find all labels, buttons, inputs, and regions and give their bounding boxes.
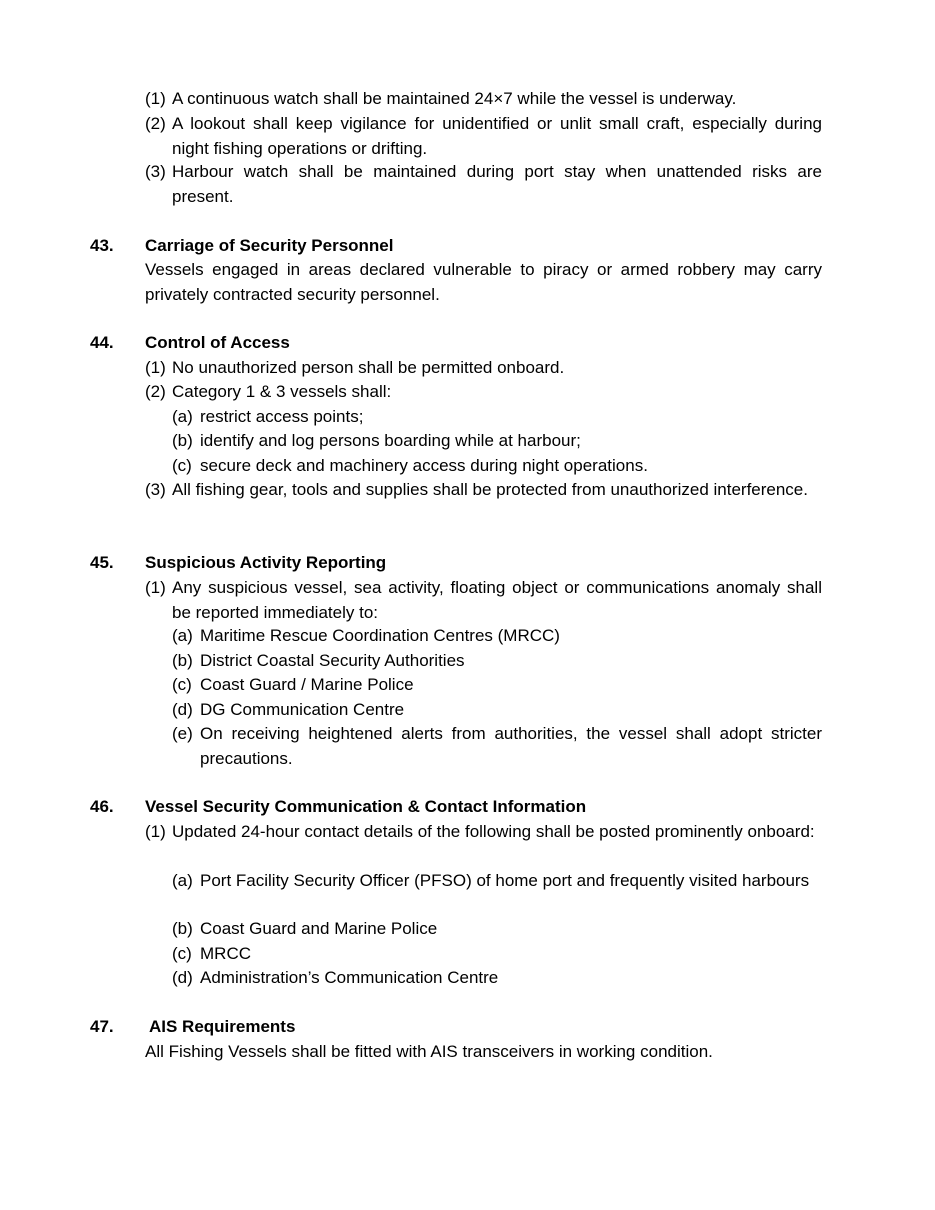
item-text: A lookout shall keep vigilance for unidentified or unlit small craft, especially during night fishing operations or drifting. xyxy=(172,114,822,158)
item-text: Administration’s Communication Centre xyxy=(200,968,499,987)
item-label: (1) xyxy=(145,578,166,597)
section-body: Vessels engaged in areas declared vulnerable to piracy or armed robbery may carry privately contracted security personnel. xyxy=(145,260,822,304)
section-title: Suspicious Activity Reporting xyxy=(145,553,387,572)
item-label: (c) xyxy=(172,675,192,694)
item-label: (1) xyxy=(145,89,166,108)
list-item xyxy=(145,576,822,625)
list-item xyxy=(145,478,822,503)
section-number: 45. xyxy=(90,553,114,572)
item-text: No unauthorized person shall be permitted onboard. xyxy=(172,358,565,377)
item-text: Category 1 & 3 vessels shall: xyxy=(172,382,392,401)
item-text: DG Communication Centre xyxy=(200,700,405,719)
item-label: (a) xyxy=(172,871,193,890)
item-label: (b) xyxy=(172,431,193,450)
section-number: 47. xyxy=(90,1017,114,1036)
item-text: secure deck and machinery access during night operations. xyxy=(200,456,648,475)
item-label: (a) xyxy=(172,407,193,426)
item-text: Maritime Rescue Coordination Centres (MRCC) xyxy=(200,626,560,645)
list-item xyxy=(145,112,822,161)
item-text: MRCC xyxy=(200,944,251,963)
item-text: Coast Guard / Marine Police xyxy=(200,675,414,694)
list-item xyxy=(145,820,822,845)
item-label: (1) xyxy=(145,358,166,377)
section-number: 44. xyxy=(90,333,114,352)
sub-list-item xyxy=(172,942,822,967)
item-text: Coast Guard and Marine Police xyxy=(200,919,438,938)
item-label: (d) xyxy=(172,700,193,719)
sub-list-item xyxy=(172,722,822,771)
item-text: District Coastal Security Authorities xyxy=(200,651,465,670)
list-item xyxy=(145,87,822,112)
item-label: (c) xyxy=(172,456,192,475)
item-label: (b) xyxy=(172,919,193,938)
item-text: Port Facility Security Officer (PFSO) of home port and frequently visited harbours xyxy=(200,871,810,890)
item-label: (2) xyxy=(145,382,166,401)
item-label: (b) xyxy=(172,651,193,670)
sub-list-item xyxy=(172,917,822,942)
sub-list-item xyxy=(172,649,822,674)
item-label: (3) xyxy=(145,162,166,181)
item-text: Any suspicious vessel, sea activity, floating object or communications anomaly shall be reported immediately to: xyxy=(172,578,822,622)
item-label: (1) xyxy=(145,822,166,841)
sub-list-item xyxy=(172,966,822,991)
section-title: Carriage of Security Personnel xyxy=(145,236,394,255)
sub-list-item xyxy=(172,673,822,698)
item-label: (3) xyxy=(145,480,166,499)
item-label: (2) xyxy=(145,114,166,133)
section-number: 46. xyxy=(90,797,114,816)
section-body: All Fishing Vessels shall be fitted with AIS transceivers in working condition. xyxy=(145,1042,713,1061)
sub-list-item xyxy=(172,454,822,479)
item-text: On receiving heightened alerts from authorities, the vessel shall adopt stricter precautions. xyxy=(200,724,822,768)
item-text: A continuous watch shall be maintained 24×7 while the vessel is underway. xyxy=(172,89,737,108)
section-title: AIS Requirements xyxy=(149,1017,296,1036)
list-item xyxy=(145,160,822,209)
sub-list-item xyxy=(172,698,822,723)
item-text: All fishing gear, tools and supplies shall be protected from unauthorized interference. xyxy=(172,480,808,499)
item-text: Harbour watch shall be maintained during port stay when unattended risks are present. xyxy=(172,162,822,206)
item-text: restrict access points; xyxy=(200,407,364,426)
sub-list-item xyxy=(172,869,822,894)
item-text: Updated 24-hour contact details of the following shall be posted prominently onboard: xyxy=(172,822,815,841)
item-text: identify and log persons boarding while at harbour; xyxy=(200,431,581,450)
section-number: 43. xyxy=(90,236,114,255)
list-item xyxy=(145,356,822,381)
item-label: (d) xyxy=(172,968,193,987)
section-title: Control of Access xyxy=(145,333,290,352)
item-label: (a) xyxy=(172,626,193,645)
item-label: (c) xyxy=(172,944,192,963)
sub-list-item xyxy=(172,429,822,454)
item-label: (e) xyxy=(172,724,193,743)
sub-list-item xyxy=(172,624,822,649)
list-item xyxy=(145,380,822,405)
sub-list-item xyxy=(172,405,822,430)
section-title: Vessel Security Communication & Contact Information xyxy=(145,797,587,816)
